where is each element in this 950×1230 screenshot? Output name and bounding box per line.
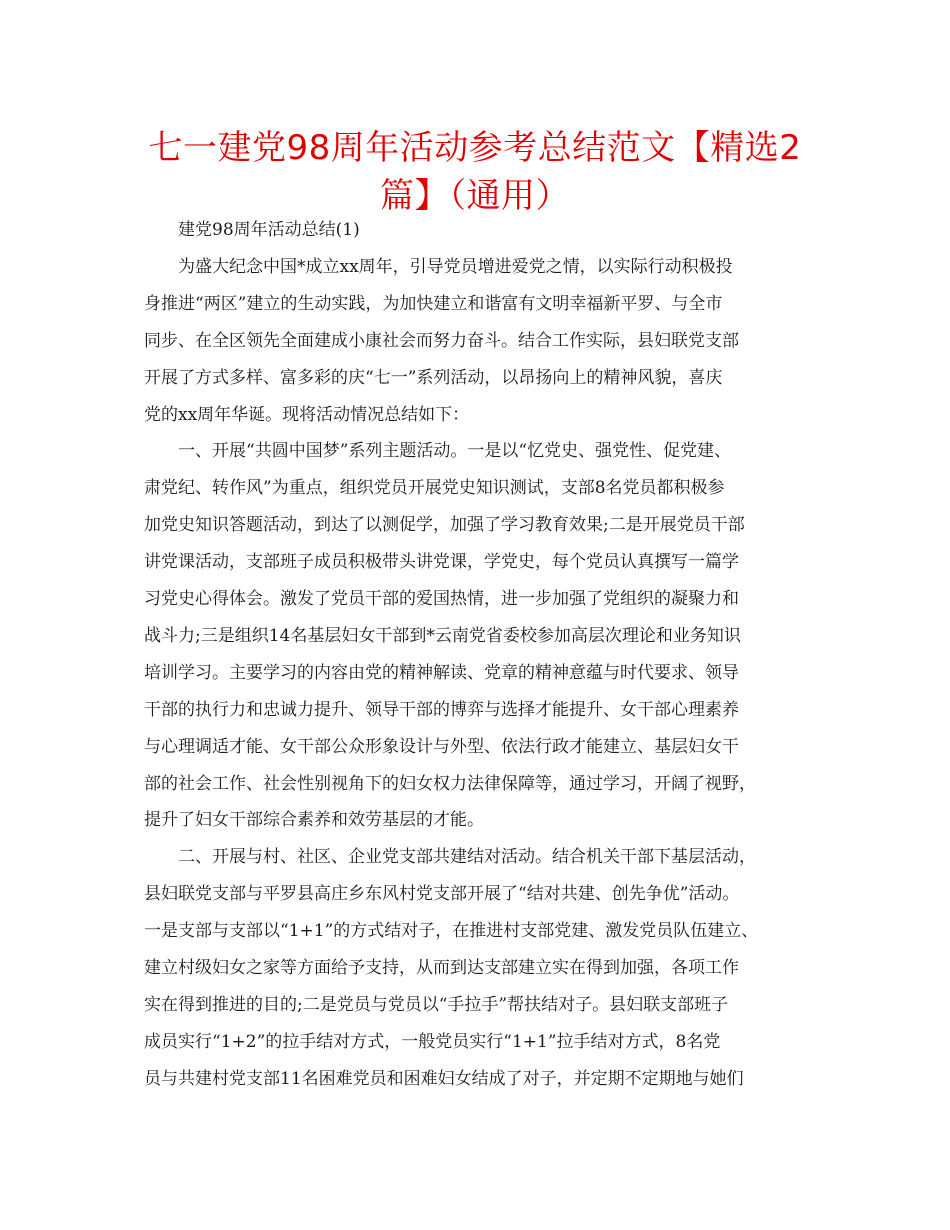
- paragraph-first-line: 一、开展“共圆中国梦”系列主题活动。一是以“忆党史、强党性、促党建、: [178, 441, 732, 461]
- paragraph-line: 开展了方式多样、富多彩的庆“七一”系列活动，以昂扬向上的精神风貌，喜庆: [144, 368, 723, 388]
- paragraph-first-line: 建党98周年活动总结(1): [178, 220, 360, 240]
- paragraph-line: 一是支部与支部以“1+1”的方式结对子，在推进村支部党建、激发党员队伍建立、: [144, 921, 759, 941]
- paragraph-line: 提升了妇女干部综合素养和效劳基层的才能。: [144, 810, 484, 830]
- paragraph-line: 干部的执行力和忠诚力提升、领导干部的博弈与选择才能提升、女干部心理素养: [144, 700, 739, 720]
- paragraph-line: 同步、在全区领先全面建成小康社会而努力奋斗。结合工作实际，县妇联党支部: [144, 331, 739, 351]
- paragraph-line: 讲党课活动，支部班子成员积极带头讲党课，学党史，每个党员认真撰写一篇学: [144, 552, 739, 572]
- paragraph-line: 身推进“两区”建立的生动实践，为加快建立和谐富有文明幸福新平罗、与全市: [144, 294, 723, 314]
- paragraph-line: 肃党纪、转作风”为重点，组织党员开展党史知识测试，支部8名党员都积极参: [144, 478, 725, 498]
- document-title-line-2: 篇】（通用）: [380, 176, 570, 216]
- paragraph-first-line: 二、开展与村、社区、企业党支部共建结对活动。结合机关干部下基层活动，: [178, 847, 756, 867]
- paragraph-line: 战斗力;三是组织14名基层妇女干部到*云南党省委校参加高层次理论和业务知识: [144, 626, 741, 646]
- paragraph-line: 员与共建村党支部11名困难党员和困难妇女结成了对子，并定期不定期地与她们: [144, 1069, 744, 1089]
- paragraph-line: 成员实行“1+2”的拉手结对方式，一般党员实行“1+1”拉手结对方式，8名党: [144, 1032, 721, 1052]
- paragraph-line: 与心理调适才能、女干部公众形象设计与外型、依法行政才能建立、基层妇女干: [144, 737, 739, 757]
- paragraph-line: 部的社会工作、社会性别视角下的妇女权力法律保障等，通过学习，开阔了视野，: [144, 774, 756, 794]
- paragraph-line: 加党史知识答题活动，到达了以测促学，加强了学习教育效果;二是开展党员干部: [144, 515, 745, 535]
- paragraph-line: 实在得到推进的目的;二是党员与党员以“手拉手”帮扶结对子。县妇联支部班子: [144, 995, 729, 1015]
- document-title-line-1: 七一建党98周年活动参考总结范文【精选2: [148, 128, 802, 168]
- paragraph-line: 习党史心得体会。激发了党员干部的爱国热情，进一步加强了党组织的凝聚力和: [144, 589, 739, 609]
- paragraph-line: 培训学习。主要学习的内容由党的精神解读、党章的精神意蕴与时代要求、领导: [144, 663, 739, 683]
- paragraph-line: 县妇联党支部与平罗县高庄乡东风村党支部开展了“结对共建、创先争优”活动。: [144, 884, 740, 904]
- paragraph-line: 建立村级妇女之家等方面给予支持，从而到达支部建立实在得到加强，各项工作: [144, 958, 739, 978]
- paragraph-first-line: 为盛大纪念中国*成立xx周年，引导党员增进爱党之情，以实际行动积极投: [178, 257, 733, 277]
- paragraph-line: 党的xx周年华诞。现将活动情况总结如下：: [144, 405, 470, 425]
